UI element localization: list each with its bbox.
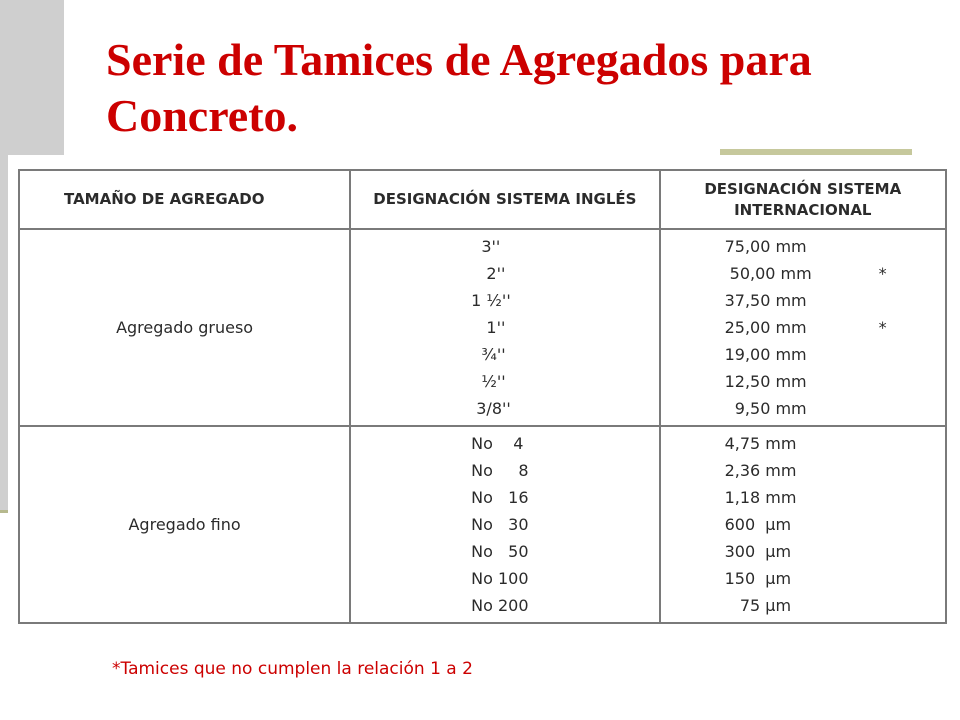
group-label-fine: Agregado fino (19, 426, 350, 623)
group-label-coarse: Agregado grueso (19, 229, 350, 426)
fine-english-value: No 100 (471, 569, 529, 588)
fine-english-cell (350, 426, 659, 623)
coarse-english-value: 3'' (471, 237, 501, 256)
slide-title: Serie de Tamices de Agregados para Concreto. (106, 34, 812, 141)
fine-international-value: 75 µm (724, 596, 792, 615)
fine-english-value: No 16 (471, 488, 529, 507)
fine-international-value: 4,75 mm (724, 434, 797, 453)
coarse-english-value: ½'' (471, 372, 506, 391)
coarse-international-value: 25,00 mm (724, 318, 807, 337)
coarse-international-cell (660, 229, 946, 426)
coarse-international-value: 37,50 mm (724, 291, 807, 310)
coarse-international-value: 19,00 mm (724, 345, 807, 364)
fine-english-value: No 30 (471, 515, 529, 534)
fine-international-value: 150 µm (724, 569, 792, 588)
coarse-international-value: 75,00 mm (724, 237, 807, 256)
coarse-english-value: ¾'' (471, 345, 506, 364)
fine-international-value: 2,36 mm (724, 461, 797, 480)
coarse-international-value: 12,50 mm (724, 372, 807, 391)
coarse-international-value: 9,50 mm (724, 399, 807, 418)
footnote: *Tamices que no cumplen la relación 1 a 2 (112, 659, 473, 679)
fine-international-cell (660, 426, 946, 623)
fine-international-value: 300 µm (724, 542, 792, 561)
coarse-english-value: 3/8'' (471, 399, 511, 418)
coarse-english-value: 2'' (471, 264, 506, 283)
fine-international-value: 600 µm (724, 515, 792, 534)
table-row-coarse (19, 229, 946, 426)
coarse-international-value: 50,00 mm (724, 264, 812, 283)
non-compliant-mark: * (878, 318, 887, 337)
fine-english-value: No 50 (471, 542, 529, 561)
coarse-english-value: 1'' (471, 318, 506, 337)
header-aggregate-size: TAMAÑO DE AGREGADO (19, 170, 350, 229)
fine-english-value: No 4 (471, 434, 524, 453)
header-international-system: DESIGNACIÓN SISTEMA INTERNACIONAL (660, 170, 946, 229)
table-header-row (19, 170, 946, 229)
coarse-english-value: 1 ½'' (471, 291, 511, 310)
sieve-series-table (18, 169, 947, 624)
header-english-system: DESIGNACIÓN SISTEMA INGLÉS (350, 170, 659, 229)
fine-english-value: No 200 (471, 596, 529, 615)
table-row-fine (19, 426, 946, 623)
coarse-english-cell (350, 229, 659, 426)
fine-international-value: 1,18 mm (724, 488, 797, 507)
fine-english-value: No 8 (471, 461, 529, 480)
non-compliant-mark: * (878, 264, 887, 283)
